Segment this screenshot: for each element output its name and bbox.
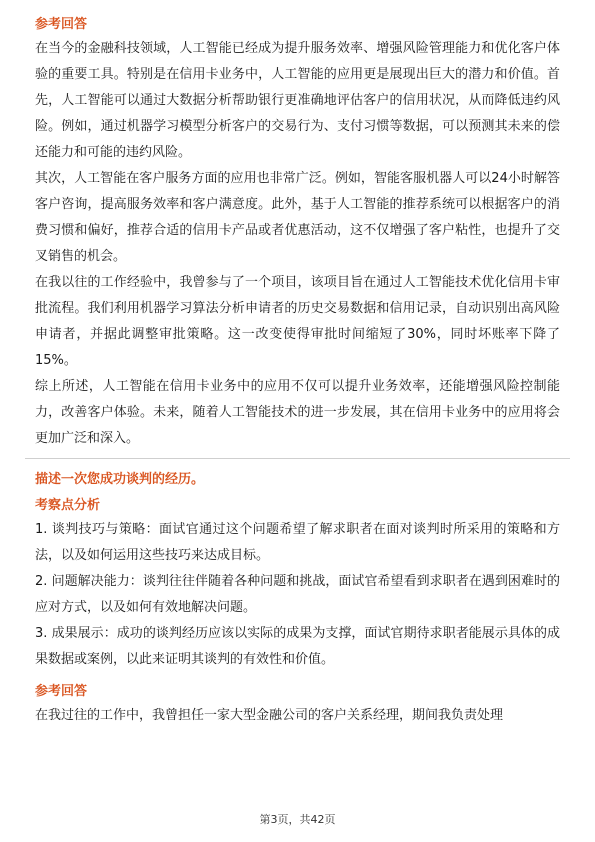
analysis-item-2: 2. 问题解决能力：谈判往往伴随着各种问题和挑战，面试官希望看到求职者在遇到困难时的应对方式，以及如何有效地解决问题。 [35,574,560,615]
section-heading-answer-2: 参考回答 [35,684,88,699]
analysis-item-3: 3. 成果展示：成功的谈判经历应该以实际的成果为支撑，面试官期待求职者能展示具体的成果数据或案例，以此来证明其谈判的有效性和价值。 [35,626,560,667]
page-content [35,14,560,729]
section-divider [25,458,570,459]
answer-paragraph-2: 其次，人工智能在客户服务方面的应用也非常广泛。例如，智能客服机器人可以24小时解答客户咨询，提高服务效率和客户满意度。此外，基于人工智能的推荐系统可以根据客户的消费习惯和偏好，推荐合适的信用卡产品或者优惠活动，这不仅增强了客户粘性，也提升了交叉销售的机会。 [35,171,560,264]
answer-paragraph-1: 在当今的金融科技领域，人工智能已经成为提升服务效率、增强风险管理能力和优化客户体验的重要工具。特别是在信用卡业务中，人工智能的应用更是展现出巨大的潜力和价值。首先，人工智能可以通过大数据分析帮助银行更准确地评估客户的信用状况，从而降低违约风险。例如，通过机器学习模型分析客户的交易行为、支付习惯等数据，可以预测其未来的偿还能力和可能的违约风险。 [35,41,560,160]
section-heading-answer: 参考回答 [35,17,88,32]
answer-paragraph-4: 综上所述，人工智能在信用卡业务中的应用不仅可以提升业务效率，还能增强风险控制能力，改善客户体验。未来，随着人工智能技术的进一步发展，其在信用卡业务中的应用将会更加广泛和深入。 [35,379,560,446]
page-number: 第3页，共42页 [259,813,336,826]
analysis-item-1: 1. 谈判技巧与策略：面试官通过这个问题希望了解求职者在面对谈判时所采用的策略和方法，以及如何运用这些技巧来达成目标。 [35,522,560,563]
section-heading-analysis: 考察点分析 [35,498,101,513]
answer-paragraph-3: 在我以往的工作经验中，我曾参与了一个项目，该项目旨在通过人工智能技术优化信用卡审批流程。我们利用机器学习算法分析申请者的历史交易数据和信用记录，自动识别出高风险申请者，并据此调整审批策略。这一改变使得审批时间缩短了30%，同时坏账率下降了15%。 [35,275,560,368]
question-title: 描述一次您成功谈判的经历。 [35,472,205,487]
answer2-paragraph-1: 在我过往的工作中，我曾担任一家大型金融公司的客户关系经理，期间我负责处理 [35,708,504,723]
